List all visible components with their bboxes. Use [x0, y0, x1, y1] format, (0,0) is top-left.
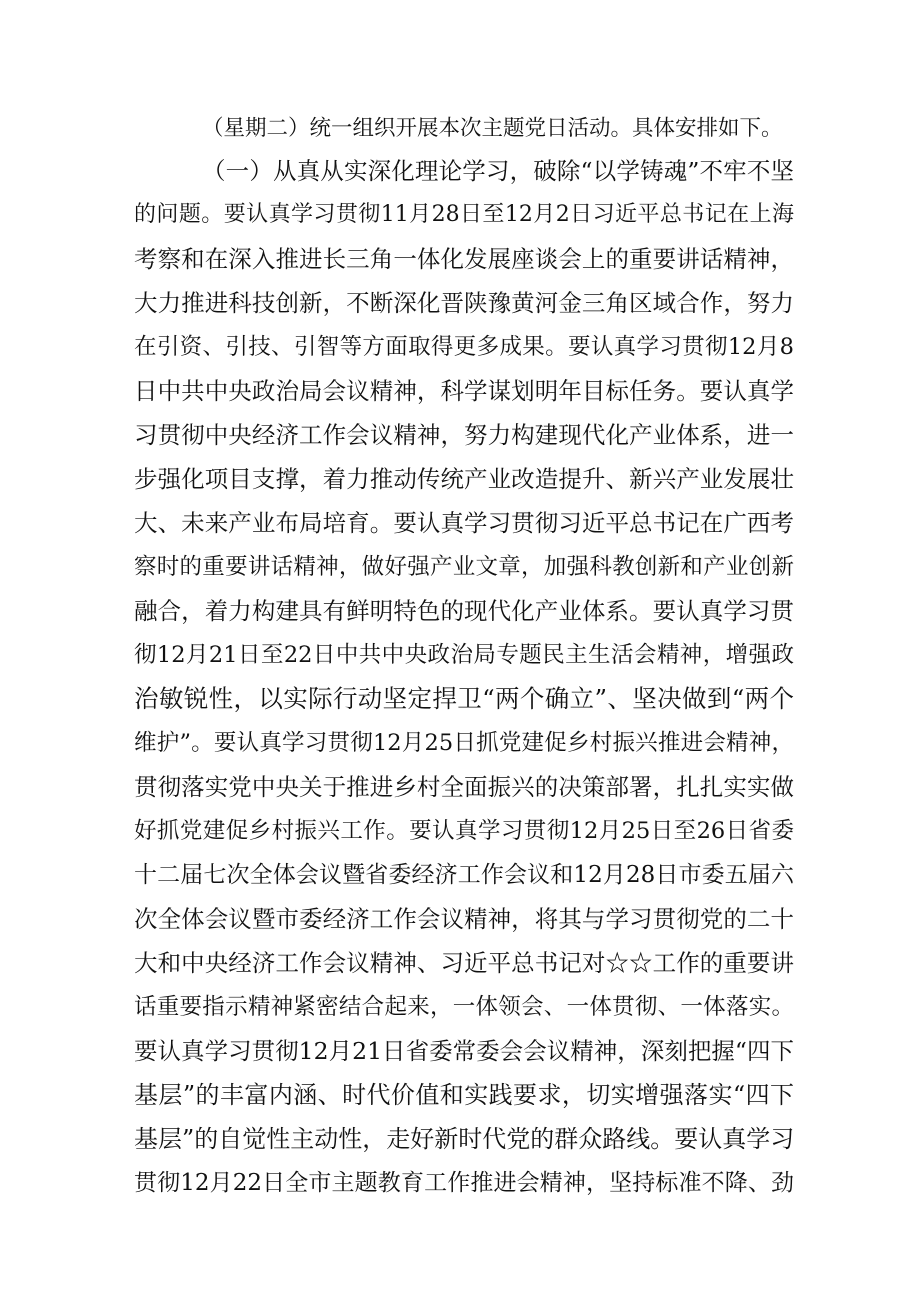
paragraph-line: 融合，着力构建具有鲜明特色的现代化产业体系。要认真学习贯 — [134, 597, 794, 625]
paragraph-line: 治敏锐性，以实际行动坚定捍卫“两个确立”、坚决做到“两个 — [134, 684, 794, 713]
paragraph-line: 大和中央经济工作会议精神、习近平总书记对☆☆工作的重要讲 — [134, 949, 794, 977]
paragraph-line: 好抓党建促乡村振兴工作。要认真学习贯彻12月25日至26日省委 — [134, 818, 794, 844]
paragraph-line: 步强化项目支撑，着力推动传统产业改造提升、新兴产业发展壮 — [134, 465, 794, 493]
paragraph-line: 基层”的丰富内涵、时代价值和实践要求，切实增强落实“四下 — [134, 1081, 794, 1109]
paragraph-line: 大、未来产业布局培育。要认真学习贯彻习近平总书记在广西考 — [134, 509, 794, 537]
paragraph-line: 在引资、引技、引智等方面取得更多成果。要认真学习贯彻12月8 — [134, 334, 794, 360]
paragraph-line: 要认真学习贯彻12月21日省委常委会会议精神，深刻把握“四下 — [134, 1037, 794, 1065]
paragraph-line: 习贯彻中央经济工作会议精神，努力构建现代化产业体系，进一 — [134, 421, 794, 449]
paragraph-line: 日中共中央政治局会议精神，科学谋划明年目标任务。要认真学 — [134, 377, 794, 405]
paragraph-line: 十二届七次全体会议暨省委经济工作会议和12月28日市委五届六 — [134, 862, 794, 888]
paragraph-line: 话重要指示精神紧密结合起来，一体领会、一体贯彻、一体落实。 — [134, 994, 794, 1020]
paragraph-line: 彻12月21日至22日中共中央政治局专题民主生活会精神，增强政 — [134, 642, 794, 668]
paragraph-line: 贯彻落实党中央关于推进乡村全面振兴的决策部署，扎扎实实做 — [134, 773, 794, 801]
paragraph-line: 次全体会议暨市委经济工作会议精神，将其与学习贯彻党的二十 — [134, 905, 794, 933]
paragraph-line: 大力推进科技创新，不断深化晋陕豫黄河金三角区域合作，努力 — [134, 289, 794, 317]
paragraph-line: 考察和在深入推进长三角一体化发展座谈会上的重要讲话精神， — [134, 245, 794, 273]
paragraph-line: 的问题。要认真学习贯彻11月28日至12月2日习近平总书记在上海 — [134, 202, 794, 227]
paragraph-line: 基层”的自觉性主动性，走好新时代党的群众路线。要认真学习 — [134, 1125, 795, 1153]
paragraph-line: 察时的重要讲话精神，做好强产业文章，加强科教创新和产业创新 — [134, 554, 794, 580]
section-heading-line: （一）从真从实深化理论学习，破除“以学铸魂”不牢不坚 — [202, 157, 794, 185]
paragraph-line: （星期二）统一组织开展本次主题党日活动。具体安排如下。 — [202, 116, 783, 141]
paragraph-line: 贯彻12月22日全市主题教育工作推进会精神，坚持标准不降、劲 — [134, 1170, 794, 1196]
paragraph-line: 维护”。要认真学习贯彻12月25日抓党建促乡村振兴推进会精神， — [134, 730, 794, 756]
